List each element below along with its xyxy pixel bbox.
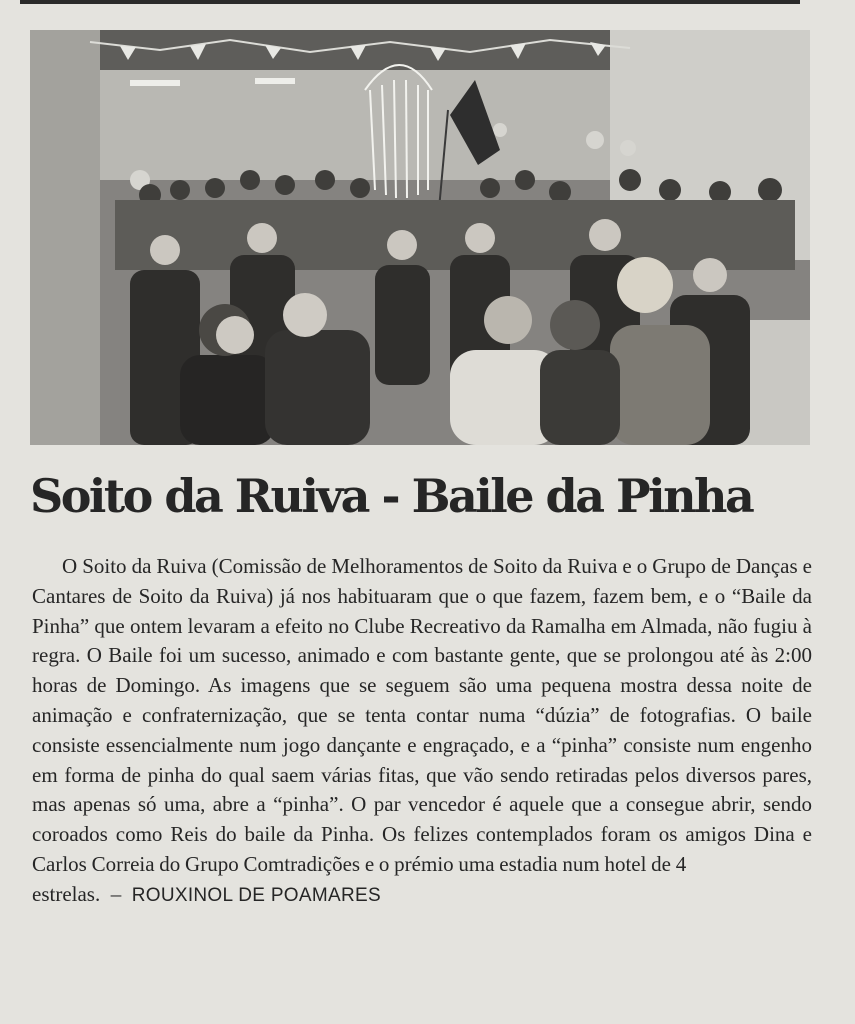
- article-paragraph: O Soito da Ruiva (Comissão de Melhoramentos de Soito da Ruiva e o Grupo de Danças e Cantares de Soito da Ruiva) já nos habituaram que o que fazem, fazem bem, e o “Baile da Pinha” que ontem levaram a efeito no Clube Recreativo da Ramalha em Almada, não fugiu à regra. O Baile foi um sucesso, animado e com bastante gente, que se prolongou até às 2:00 horas de Domingo. As imagens que se seguem são uma pequena mostra dessa noite de animação e confraternização, que se tenta contar numa “dúzia” de fotografias. O baile consiste essencialmente num jogo dançante e engraçado, e a “pinha” consiste num engenho em forma de pinha do qual saem várias fitas, que vão sendo retiradas pelos diversos pares, mas apenas só uma, abre a “pinha”. O par vencedor é aquele que a consegue abrir, sendo coroados como Reis do baile da Pinha. Os felizes contemplados foram os amigos Dina e Carlos Correia do Grupo Comtradições e o prémio uma estadia num hotel de 4: [32, 554, 812, 876]
- article-closing-line: [32, 880, 812, 911]
- previous-item-strip: [20, 0, 800, 4]
- article-headline: Soito da Ruiva - Baile da Pinha: [30, 469, 753, 523]
- article-last-word: estrelas.: [32, 881, 101, 906]
- byline-dash: –: [110, 881, 122, 906]
- dance-photo: [30, 30, 810, 445]
- author-byline: ROUXINOL DE POAMARES: [131, 884, 381, 906]
- article-body: [32, 552, 812, 911]
